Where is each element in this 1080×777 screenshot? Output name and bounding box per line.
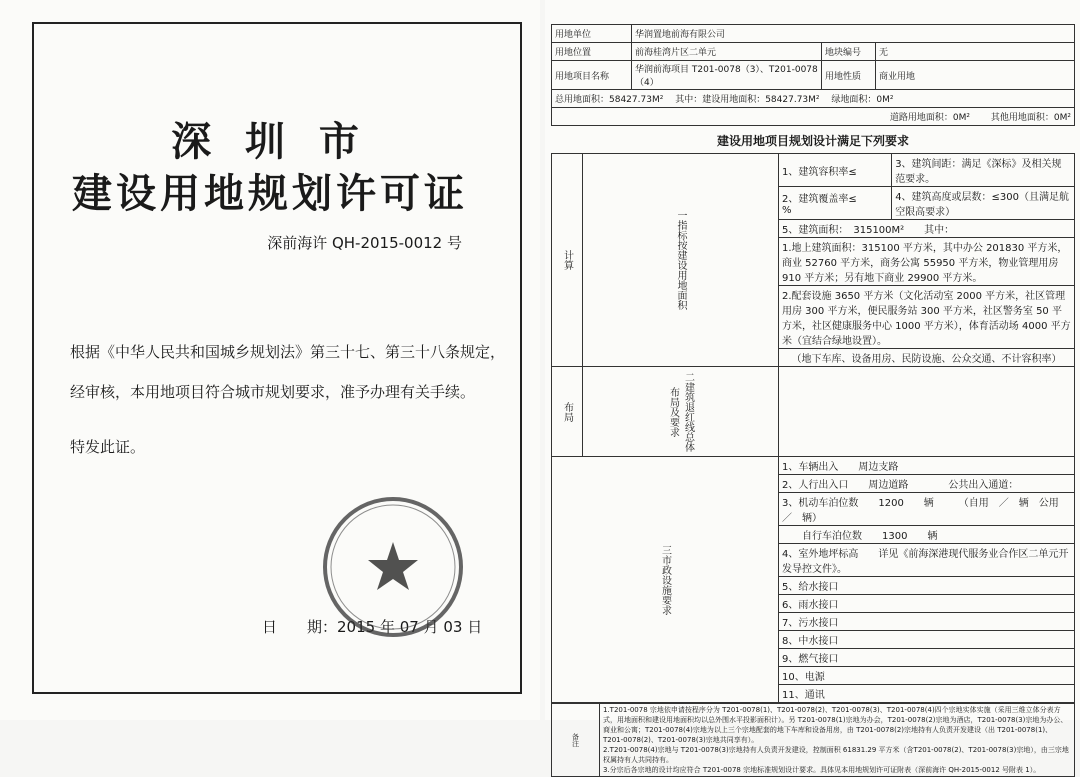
remark-item: 3.分宗后各宗地的设计均应符合 T201-0078 宗地标准规划设计要求。具体见本用地规划许可证附表（深前海许 QH-2015-0012 号附表 1）。: [603, 766, 1041, 774]
section1-label: 计算: [552, 154, 583, 367]
other-area: 其他用地面积：0M²: [990, 113, 1071, 123]
utility-row: 7、污水接口: [779, 613, 1075, 631]
utility-row: 3、机动车泊位数 1200 辆 （自用 ／ 辆 公用 ／ 辆）: [779, 493, 1075, 526]
section3-label: 三市政设施要求: [552, 457, 779, 703]
plot-number-value: 无: [876, 43, 1075, 61]
remark-item: 2.T201-0078(4)宗地与 T201-0078(3)宗地持有人负责开发建设，控制面积 61831.29 平方米（含T201-0078(2)、T201-0078(3)宗地），由三宗地权属持有人共同持有。: [603, 746, 1069, 764]
legal-basis-paragraph: 根据《中华人民共和国城乡规划法》第三十七、第三十八条规定，经审核，本用地项目符合城市规划要求，准予办理有关手续。: [70, 343, 506, 401]
land-info-table: [551, 24, 1075, 126]
remarks-content: [600, 704, 1075, 777]
req-row-2b: 4、建筑高度或层数：≤300（且满足航空限高要求）: [892, 187, 1075, 220]
req-row-1b: 3、建筑间距：满足《深标》及相关规范要求。: [892, 154, 1075, 187]
facility-detail: 2.配套设施 3650 平方米（文化活动室 2000 平方米，社区管理用房 300 平方米，便民服务站 300 平方米，社区警务室 50 平方米，社区健康服务中心 1000 平方米），体育活动场 4000 平方米（宜结合绿地设置）。: [779, 286, 1075, 349]
utility-row: 1、车辆出入 周边支路: [779, 457, 1075, 475]
permit-details-page: [545, 0, 1080, 774]
utility-row: 10、电源: [779, 667, 1075, 685]
requirements-heading: 建设用地项目规划设计满足下列要求: [716, 134, 909, 148]
section2-content: [779, 367, 1075, 457]
total-area: 总用地面积：58427.73M²: [555, 95, 664, 105]
utility-row: 8、中水接口: [779, 631, 1075, 649]
land-location-value: 前海桂湾片区二单元: [632, 43, 822, 61]
build-area: 其中：建设用地面积：58427.73M²: [675, 95, 820, 105]
project-name-label: 用地项目名称: [552, 61, 632, 90]
req-row-2a: 2、建筑覆盖率≤ %: [779, 187, 892, 220]
issue-statement: 特发此证。: [70, 438, 146, 456]
utility-row: 11、通讯: [779, 685, 1075, 703]
remark-item: 1.T201-0078 宗地依申请按程序分为 T201-0078(1)、T201-0078(2)、T201-0078(3)、T201-0078(4)四个宗地实体实施（采用三维立体分表方式，用地面积和建设用地面积均以总外围水平投影面积计）。另 T201-0078(1)宗地为办会，T201-0078(2)宗地为酒店，T201-0078(3)宗地为办公、商业和公寓；T201-0078(4)宗地为以上三个宗地配套的地下车库和设备用房，由 T201-0078(2)宗地持有人负责开发建设（出 T201-0078(1)、T201-0078(2)、T201-0078(3)宗地共同享有）。: [603, 706, 1068, 744]
plot-number-label: 地块编号: [822, 43, 876, 61]
permit-number: 深前海许 QH-2015-0012 号: [267, 234, 462, 252]
title-city: 深 圳 市: [171, 118, 369, 165]
utility-row: 6、雨水接口: [779, 595, 1075, 613]
land-use-value: 商业用地: [876, 61, 1075, 90]
land-user-label: 用地单位: [552, 25, 632, 43]
utility-row: 9、燃气接口: [779, 649, 1075, 667]
land-user-value: 华润置地前海有限公司: [632, 25, 1075, 43]
remarks-label: 备注: [552, 704, 600, 777]
utility-row: 2、人行出入口 周边道路 公共出入通道：: [779, 475, 1075, 493]
area-row: [552, 90, 1075, 108]
area-row-2: [552, 108, 1075, 126]
section2-sub: 二建筑退红线总体布局及要求: [583, 367, 779, 457]
land-use-label: 用地性质: [822, 61, 876, 90]
exclusion-note: （地下车库、设备用房、民防设施、公众交通、不计容积率）: [779, 349, 1075, 367]
utility-row: 5、给水接口: [779, 577, 1075, 595]
utility-row: 自行车泊位数 1300 辆: [779, 526, 1075, 544]
official-seal-icon: [318, 492, 468, 642]
title-document: 建设用地规划许可证: [72, 170, 468, 217]
green-area: 绿地面积：0M²: [831, 95, 894, 105]
req-row-1a: 1、建筑容积率≤: [779, 154, 892, 187]
requirements-table: [551, 153, 1075, 703]
date-value: 2015 年 07 月 03 日: [337, 618, 483, 636]
road-area: 道路用地面积：0M²: [889, 113, 971, 123]
section2-label: 布局: [552, 367, 583, 457]
building-area-detail: 1.地上建筑面积：315100 平方米，其中办公 201830 平方米，商业 52760 平方米，商务公寓 55950 平方米，物业管理用房 910 平方米；另有地下商业 29900 平方米。: [779, 238, 1075, 286]
project-name-value: 华润前海项目 T201-0078（3）、T201-0078（4）: [632, 61, 822, 90]
section1-sub: 一指标按建设用地面积: [583, 154, 779, 367]
remarks-table: [551, 703, 1075, 777]
date-label: 日 期：: [262, 618, 338, 636]
req-row-3: 5、建筑面积： 315100M² 其中：: [779, 220, 1075, 238]
land-location-label: 用地位置: [552, 43, 632, 61]
permit-cover-page: [0, 0, 540, 720]
utility-row: 4、室外地坪标高 详见《前海深港现代服务业合作区二单元开发导控文件》。: [779, 544, 1075, 577]
